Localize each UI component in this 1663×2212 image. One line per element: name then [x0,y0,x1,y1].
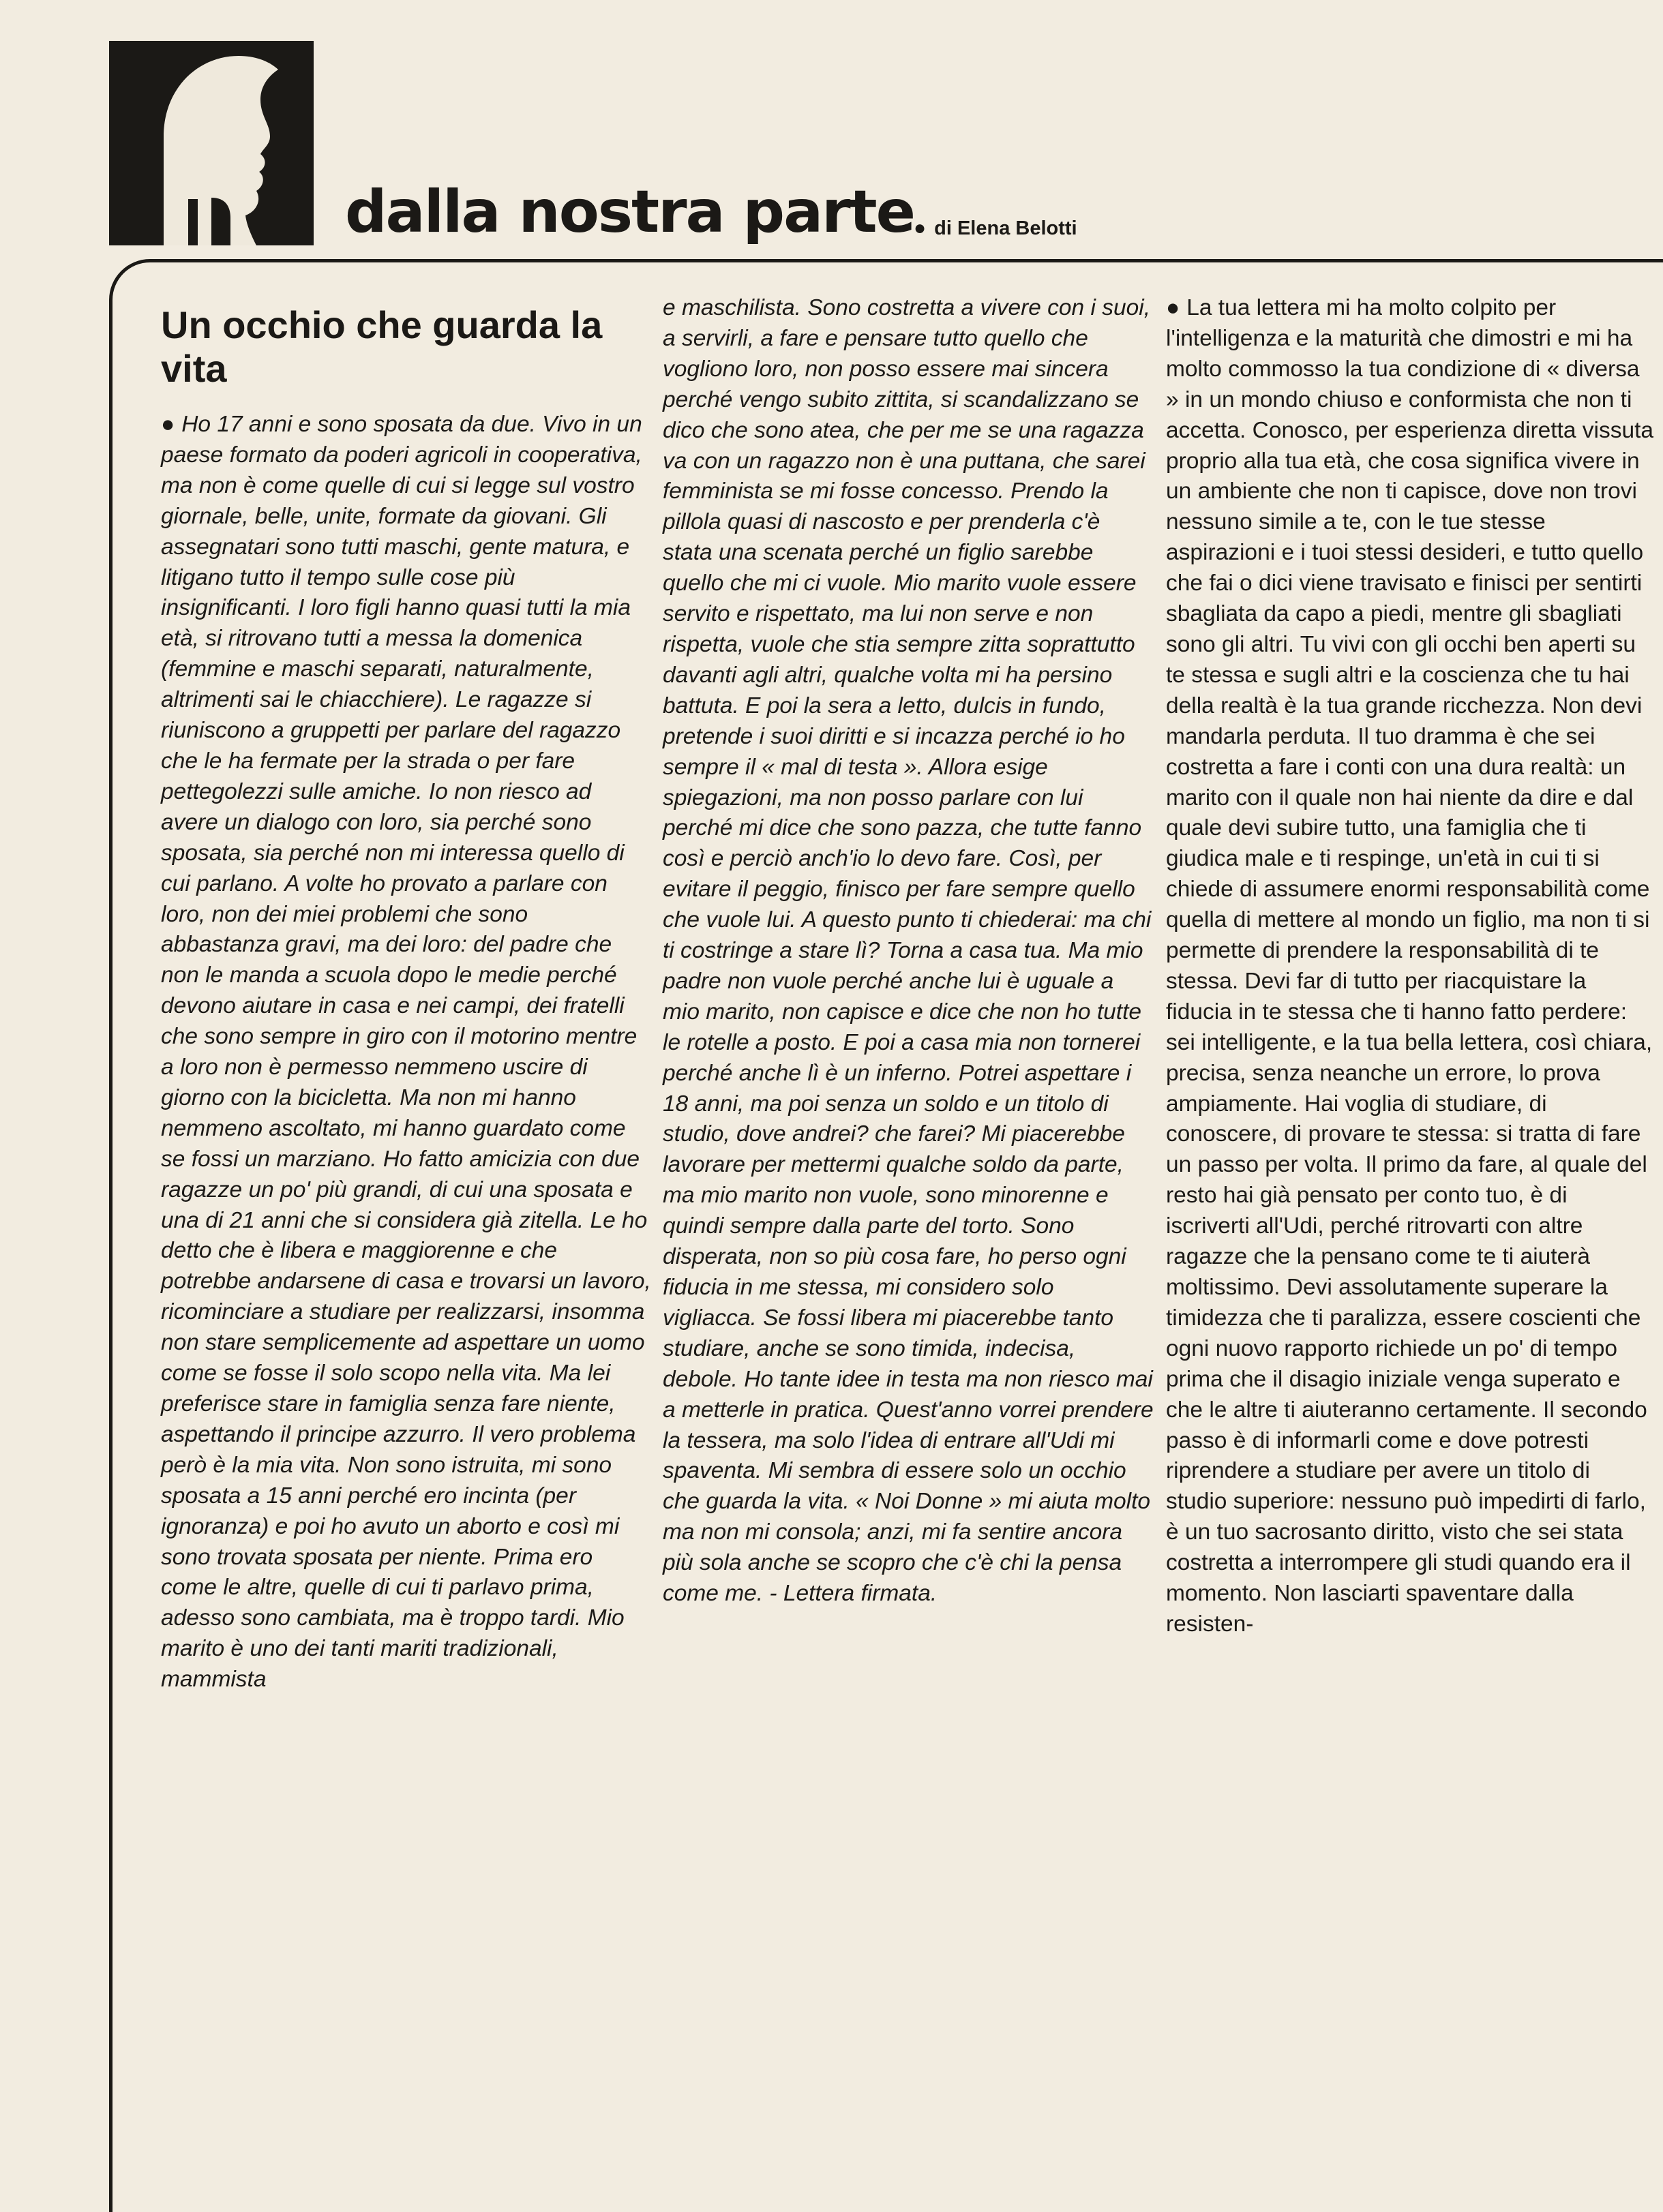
letter-text-part-2: e maschilista. Sono costretta a vivere con i suoi, a servirli, a fare e pensare tutto quello che vogliono loro, non posso essere mai sincera perché vengo subito zittita, si scandalizzano se dico che sono atea, che per me se una ragazza va con un ragazzo non è una puttana, che sarei femminista se mi fosse concesso. Prendo la pillola quasi di nascosto e per prenderla c'è stata una scenata perché un figlio sarebbe quello che mi ci vuole. Mio marito vuole essere servito e rispettato, ma lui non serve e non rispetta, vuole che stia sempre zitta soprattutto davanti agli altri, qualche volta mi ha persino battuta. E poi la sera a letto, dulcis in fundo, pretende i suoi diritti e si incazza perché io ho sempre il « mal di testa ». Allora esige spiegazioni, ma non posso parlare con lui perché mi dice che sono pazza, che tutte fanno così e perciò anch'io lo devo fare. Così, per evitare il peggio, finisco per fare sempre quello che vuole lui. A questo punto ti chiederai: ma chi ti costringe a stare lì? Torna a casa tua. Ma mio padre non vuole perché anche lui è uguale a mio marito, non capisce e dice che non ho tutte le rotelle a posto. E poi a casa mia non tornerei perché anche lì è un inferno. Potrei aspettare i 18 anni, ma poi senza un soldo e un titolo di studio, dove andrei? che farei? Mi piacerebbe lavorare per mettermi qualche soldo da parte, ma mio marito non vuole, sono minorenne e quindi sempre dalla parte del torto. Sono disperata, non so più cosa fare, ho perso ogni fiducia in me stessa, mi considero solo vigliacca. Se fossi libera mi piacerebbe tanto studiare, anche se sono timida, indecisa, debole. Ho tante idee in testa ma non riesco mai a metterle in pratica. Quest'anno vorrei prendere la tessera, ma solo l'idea di entrare all'Udi mi spaventa. Mi sembra di essere solo un occhio che guarda la vita. « Noi Donne » mi aiuta molto ma non mi consola; anzi, mi fa sentire ancora più sola anche se scopro che c'è chi la pensa come me. - Lettera firmata. [663,295,1154,1607]
bullet-dot-icon: ● [161,412,175,437]
bullet-dot-icon: ● [914,217,927,239]
letter-text-part-1 [161,410,652,1695]
bullet-dot-icon: ● [1166,295,1180,320]
reply-paragraph: La tua lettera mi ha molto colpito per l'intelligenza e la maturità che dimostri e mi ha molto commosso la tua condizione di « diversa » in un mondo chiuso e conformista che non ti accetta. Conosco, per esperienza diretta vissuta proprio alla tua età, che cosa significa vivere in un ambiente che non ti capisce, dove non trovi nessuno simile a te, con le tue stesse aspirazioni e i tuoi stessi desideri, e tutto quello che fai o dici viene travisato e finisci per sentirti sbagliata da capo a piedi, mentre gli sbagliati sono gli altri. Tu vivi con gli occhi ben aperti su te stessa e sugli altri e la coscienza che tu hai della realtà è la tua grande ricchezza. Non devi mandarla perduta. Il tuo dramma è che sei costretta a fare i conti con una dura realtà: un marito con il quale non hai niente da dire e dal quale devi subire tutto, una famiglia che ti giudica male e ti respinge, un'età in cui ti si chiede di assumere enormi responsabilità come quella di mettere al mondo un figlio, ma non ti si permette di prendere la responsabilità di te stessa. Devi far di tutto per riacquistare la fiducia in te stessa che ti hanno fatto perdere: sei intelligente, e la tua bella lettera, così chiara, precisa, senza neanche un errore, lo prova ampiamente. Hai voglia di studiare, di conoscere, di provare te stessa: si tratta di fare un passo per volta. Il primo da fare, al quale del resto hai già pensato per conto tuo, è di iscriverti all'Udi, perché ritrovarti con altre ragazze che la pensano come te ti aiuterà moltissimo. Devi assolutamente superare la timidezza che ti paralizza, essere coscienti che ogni nuovo rapporto richiede un po' di tempo prima che il disagio iniziale venga superato e che le altre ti aiuteranno certamente. Il secondo passo è di informarli come e dove potresti riprendere a studiare per avere un titolo di studio superiore: nessuno può impedirti di farlo, è un tuo sacrosanto diritto, visto che sei stata costretta a interrompere gli studi quando era il momento. Non lasciarti spaventare dalla resisten- [1166,295,1654,1637]
letter-paragraph-1: Ho 17 anni e sono sposata da due. Vivo in un paese formato da poderi agricoli in cooperativa, ma non è come quelle di cui si legge sul vostro giornale, belle, unite, formate da giovani. Gli assegnatari sono tutti maschi, gente matura, e litigano tutto il tempo sulle cose più insignificanti. I loro figli hanno quasi tutti la mia età, si ritrovano tutti a messa la domenica (femmine e maschi separati, naturalmente, altrimenti sai le chiacchiere). Le ragazze si riuniscono a gruppetti per parlare del ragazzo che le ha fermate per la strada o per fare pettegolezzi sulle amiche. Io non riesco ad avere un dialogo con loro, sia perché sono sposata, sia perché non mi interessa quello di cui parlano. A volte ho provato a parlare con loro, non dei miei problemi che sono abbastanza gravi, ma dei loro: del padre che non le manda a scuola dopo le medie perché devono aiutare in casa e nei campi, dei fratelli che sono sempre in giro con il motorino mentre a loro non è permesso nemmeno uscire di giorno con la bicicletta. Ma non mi hanno nemmeno ascoltato, mi hanno guardato come se fossi un marziano. Ho fatto amicizia con due ragazze un po' più grandi, di cui una sposata e una di 21 anni che si considera già zitella. Le ho detto che è libera e maggiorenne e che potrebbe andarsene di casa e trovarsi un lavoro, ricominciare a studiare per realizzarsi, insomma non stare semplicemente ad aspettare un uomo come se fosse il solo scopo nella vita. Ma lei preferisce stare in famiglia senza fare niente, aspettando il principe azzurro. Il vero problema però è la mia vita. Non sono istruita, mi sono sposata a 15 anni perché ero incinta (per ignoranza) e poi ho avuto un aborto e così mi sono trovata sposata per niente. Prima ero come le altre, quelle di cui ti parlavo prima, adesso sono cambiata, ma è troppo tardi. Mio marito è uno dei tanti mariti tradizionali, mammista [161,412,651,1693]
profile-face-logo-icon [109,41,314,245]
byline-text: di Elena Belotti [934,217,1077,239]
article-column-2 [663,293,1154,1609]
article-column-1 [161,303,652,1695]
article-title: Un occhio che guarda la vita [161,303,603,390]
reply-text [1166,293,1657,1640]
magazine-section-logo [109,41,314,245]
article-column-3 [1166,293,1657,1640]
section-title: dalla nostra parte [345,178,914,246]
byline [914,217,1077,240]
